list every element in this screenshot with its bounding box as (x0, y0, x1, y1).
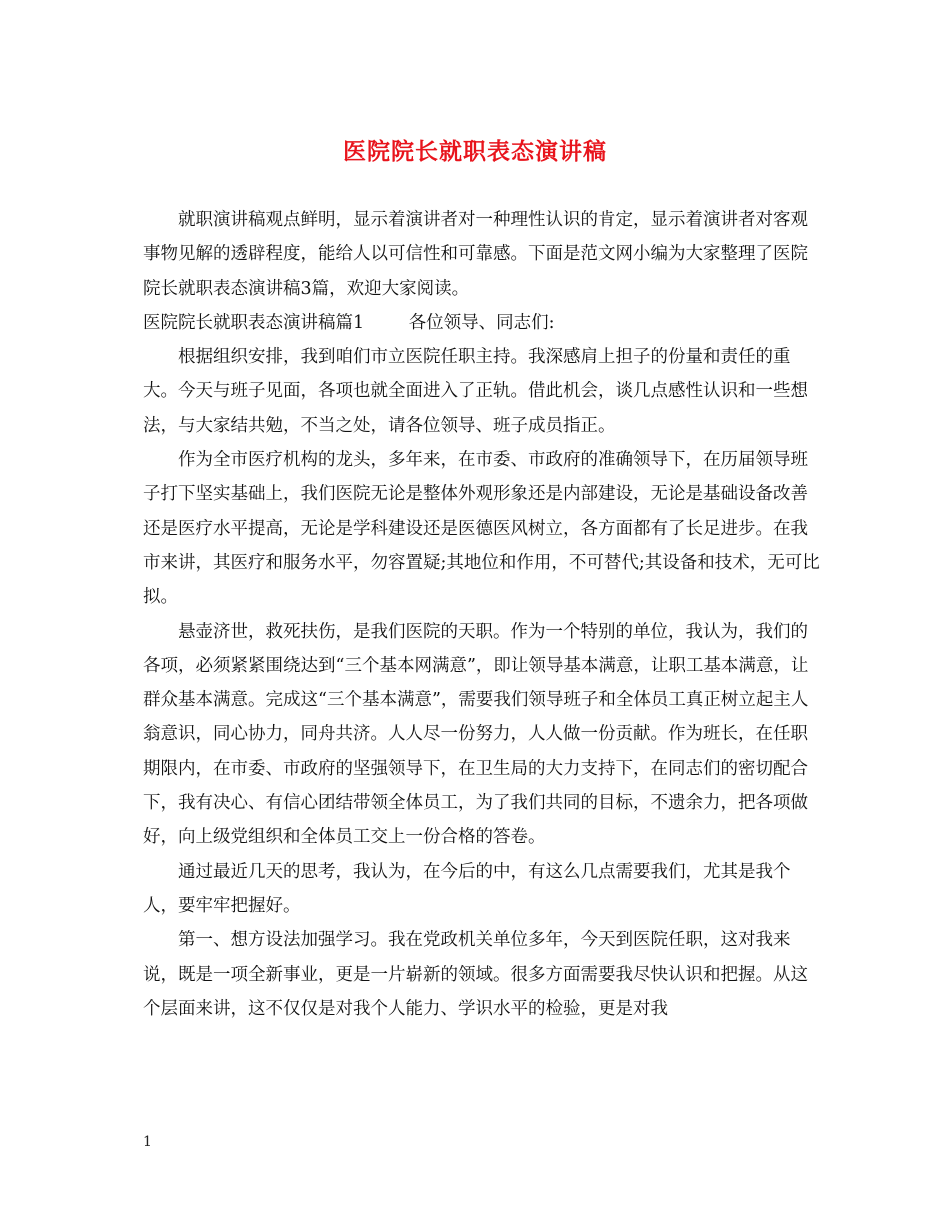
document-body (143, 203, 823, 1026)
section-heading-line (143, 306, 823, 340)
document-title: 医院院长就职表态演讲稿 (343, 138, 607, 165)
body-paragraph: 通过最近几天的思考，我认为，在今后的中，有这么几点需要我们，尤其是我个人，要牢牢把握好。 (143, 861, 791, 916)
body-paragraph: 作为全市医疗机构的龙头，多年来，在市委、市政府的准确领导下，在历届领导班子打下坚实基础上，我们医院无论是整体外观形象还是内部建设，无论是基础设备改善还是医疗水平提高，无论是学科建设还是医德医风树立，各方面都有了长足进步。在我市来讲，其医疗和服务水平，勿容置疑;其地位和作用，不可替代;其设备和技术，无可比拟。 (143, 450, 820, 608)
section-heading: 医院院长就职表态演讲稿篇1 (143, 312, 365, 333)
page-number: 1 (143, 1134, 152, 1150)
body-paragraph: 第一、想方设法加强学习。我在党政机关单位多年，今天到医院任职，这对我来说，既是一项全新事业，更是一片崭新的领域。很多方面需要我尽快认识和把握。从这个层面来讲，这不仅仅是对我个人能力、学识水平的检验，更是对我 (143, 930, 808, 1019)
intro-paragraph: 就职演讲稿观点鲜明，显示着演讲者对一种理性认识的肯定，显示着演讲者对客观事物见解的透辟程度，能给人以可信性和可靠感。下面是范文网小编为大家整理了医院院长就职表态演讲稿3篇，欢迎大家阅读。 (143, 210, 808, 299)
body-paragraph: 悬壶济世，救死扶伤，是我们医院的天职。作为一个特别的单位，我认为，我们的各项，必须紧紧围绕达到“三个基本网满意”，即让领导基本满意，让职工基本满意，让群众基本满意。完成这“三个基本满意”，需要我们领导班子和全体员工真正树立起主人翁意识，同心协力，同舟共济。人人尽一份努力，人人做一份贡献。作为班长，在任职期限内，在市委、市政府的坚强领导下，在卫生局的大力支持下，在同志们的密切配合下，我有决心、有信心团结带领全体员工，为了我们共同的目标，不遗余力，把各项做好，向上级党组织和全体员工交上一份合格的答卷。 (143, 621, 809, 848)
salutation: 各位领导、同志们: (408, 312, 555, 333)
body-paragraph: 根据组织安排，我到咱们市立医院任职主持。我深感肩上担子的份量和责任的重大。今天与班子见面，各项也就全面进入了正轨。借此机会，谈几点感性认识和一些想法，与大家结共勉，不当之处，请各位领导、班子成员指正。 (143, 347, 808, 436)
